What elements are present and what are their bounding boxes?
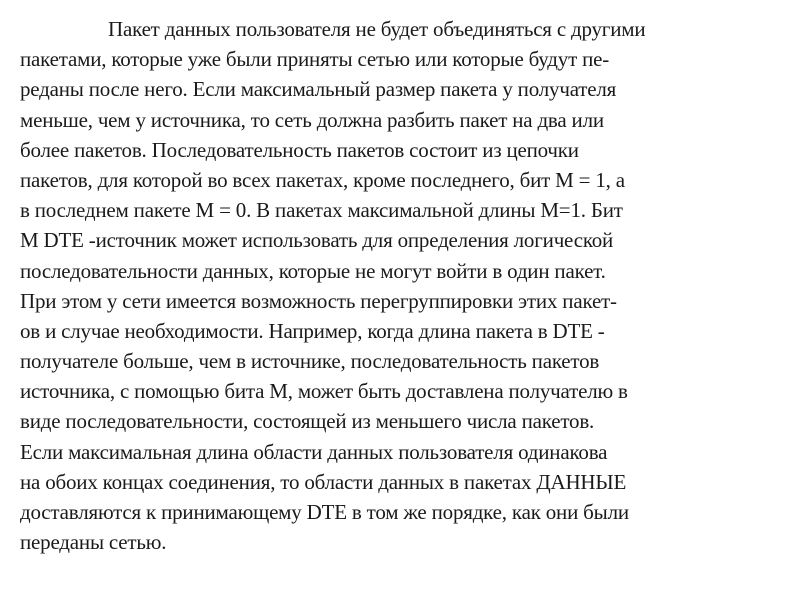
text-line: переданы сетью.	[20, 530, 167, 555]
text-line: меньше, чем у источника, то сеть должна разбить пакет на два или	[20, 107, 604, 132]
text-line: Если максимальная длина области данных пользователя одинакова	[20, 439, 608, 464]
text-line: Пакет данных пользователя не будет объединяться с другими	[108, 17, 646, 41]
text-line: последовательности данных, которые не могут войти в один пакет.	[20, 258, 606, 283]
text-line: пакетами, которые уже были приняты сетью или которые будут пе-	[20, 47, 610, 72]
text-line: ов и случае необходимости. Например, когда длина пакета в DTE -	[20, 318, 605, 343]
text-line: доставляются к принимающему DTE в том же порядке, как они были	[20, 500, 629, 524]
paragraph	[20, 14, 800, 557]
text-line: на обоих концах соединения, то области данных в пакетах ДАННЫЕ	[20, 469, 627, 494]
text-line: При этом у сети имеется возможность перегруппировки этих пакет-	[20, 288, 617, 313]
text-line: получателе больше, чем в источнике, последовательность пакетов	[20, 349, 600, 374]
text-line: виде последовательности, состоящей из меньшего числа пакетов.	[20, 409, 595, 434]
text-line: в последнем пакете М = 0. В пакетах максимальной длины М=1. Бит	[20, 198, 623, 223]
text-line: реданы после него. Если максимальный размер пакета у получателя	[20, 77, 617, 102]
text-line: пакетов, для которой во всех пакетах, кроме последнего, бит М = 1, а	[20, 167, 625, 192]
text-line: М DTE -источник может использовать для определения логической	[20, 228, 614, 253]
text-line: более пакетов. Последовательность пакетов состоит из цепочки	[20, 137, 579, 162]
text-line: источника, с помощью бита М, может быть доставлена получателю в	[20, 379, 628, 404]
